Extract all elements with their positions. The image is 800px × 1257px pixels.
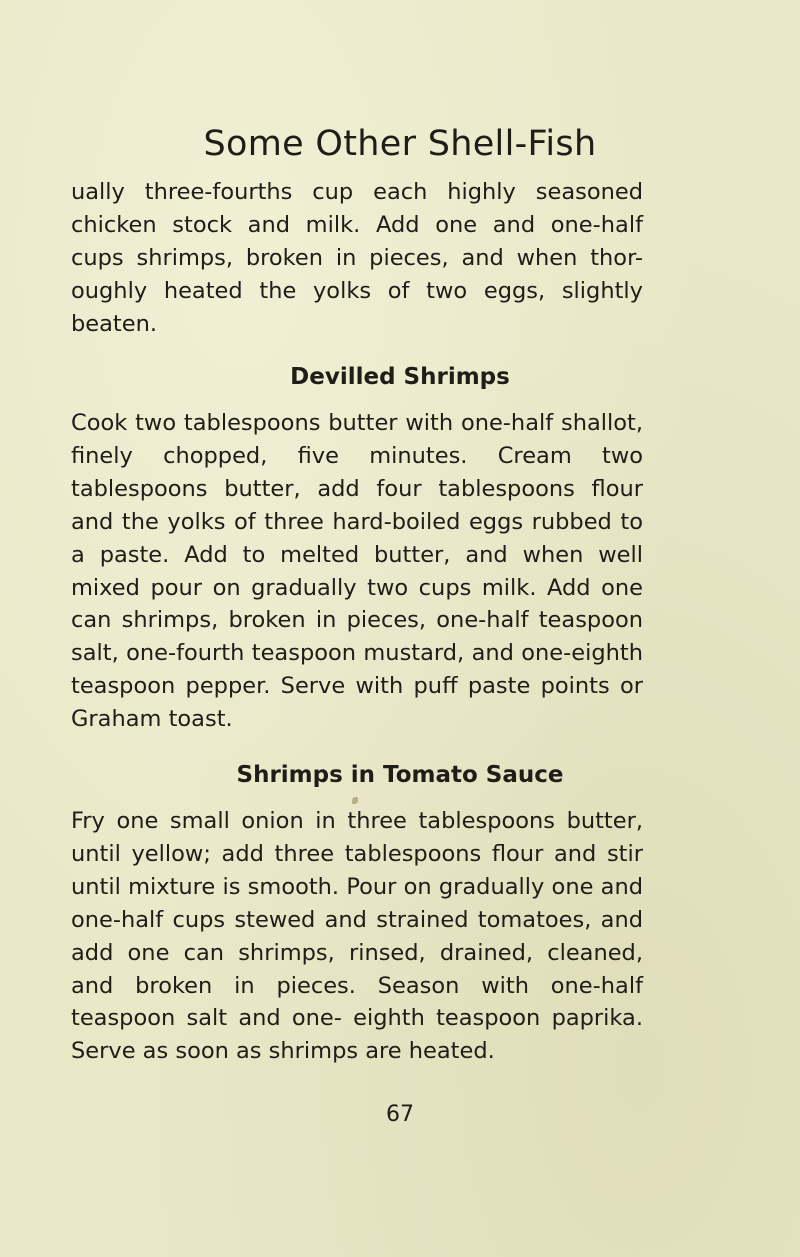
continued-paragraph: ually three-fourths cup each highly seasoned chicken stock and milk. Add one and one-half cups shrimps, broken in pieces, and when thor- oughly heated the yolks of two eggs, slightly beaten. [71,179,643,337]
recipe-body-shrimps-in-tomato-sauce: Fry one small onion in three tablespoons butter, until yellow; add three tablespoons flour and stir until mixture is smooth. Pour on gradually one and one-half cups stewed and strained tomatoes, and add one can shrimps, rinsed, drained, cleaned, and broken in pieces. Season with one-half teaspoon salt and one- eighth teaspoon paprika. Serve as soon as shrimps are heated. [71,808,643,1065]
recipe-title-devilled-shrimps: Devilled Shrimps [290,364,510,390]
recipe-body-devilled-shrimps: Cook two tablespoons butter with one-half shallot, finely chopped, five minutes. Cream two tablespoons butter, add four tablespoons flour and the yolks of three hard-boiled eggs rubbed to a paste. Add to melted butter, and when well mixed pour on gradually two cups milk. Add one can shrimps, broken in pieces, one-half teaspoon salt, one-fourth teaspoon mustard, and one-eighth teaspoon pepper. Serve with puff paste points or Graham toast. [71,410,643,733]
page-number: 67 [386,1102,414,1127]
paper-speck [352,797,358,804]
running-head: Some Other Shell-Fish [203,124,597,164]
recipe-title-shrimps-in-tomato-sauce: Shrimps in Tomato Sauce [236,762,564,788]
